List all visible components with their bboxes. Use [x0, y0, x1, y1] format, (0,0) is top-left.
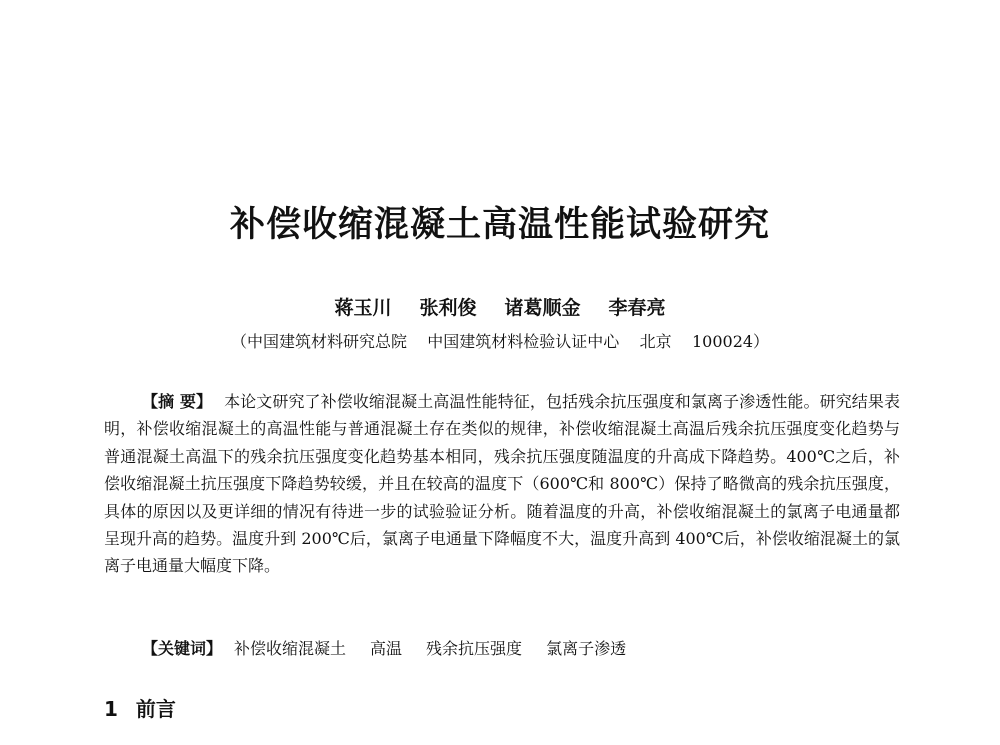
author-name: 蒋玉川: [334, 297, 392, 319]
keyword: 高温: [370, 639, 403, 658]
keyword: 氯离子渗透: [546, 639, 627, 658]
abstract-paragraph: [104, 388, 900, 580]
paper-title: 补偿收缩混凝土高温性能试验研究: [229, 205, 770, 245]
author-name: 张利俊: [419, 297, 477, 319]
keywords-line: [142, 636, 650, 659]
abstract-label: 【摘 要】: [142, 392, 213, 411]
section-number: 1: [104, 697, 118, 721]
affiliation: （中国建筑材料研究总院 中国建筑材料检验认证中心 北京 100024）: [230, 332, 770, 351]
author-name: 李春亮: [608, 297, 666, 319]
keyword: 残余抗压强度: [426, 639, 523, 658]
section-title: 前言: [135, 697, 176, 721]
section-heading: [104, 693, 176, 722]
keywords-label: 【关键词】: [142, 639, 223, 658]
author-name: 诸葛顺金: [504, 297, 581, 319]
keyword: 补偿收缩混凝土: [234, 639, 347, 658]
abstract-text: 本论文研究了补偿收缩混凝土高温性能特征，包括残余抗压强度和氯离子渗透性能。研究结果表明，补偿收缩混凝土的高温性能与普通混凝土存在类似的规律，补偿收缩混凝土高温后残余抗压强度变化趋势与普通混凝土高温下的残余抗压强度变化趋势基本相同，残余抗压强度随温度的升高成下降趋势。400℃之后，补偿收缩混凝土抗压强度下降趋势较缓，并且在较高的温度下（600℃和 800℃）保持了略微高的残余抗压强度，具体的原因以及更详细的情况有待进一步的试验验证分析。随着温度的升高，补偿收缩混凝土的氯离子电通量都呈现升高的趋势。温度升到 200℃后，氯离子电通量下降幅度不大，温度升高到 400℃后，补偿收缩混凝土的氯离子电通量大幅度下降。: [104, 392, 900, 576]
author-list: [0, 293, 1000, 320]
